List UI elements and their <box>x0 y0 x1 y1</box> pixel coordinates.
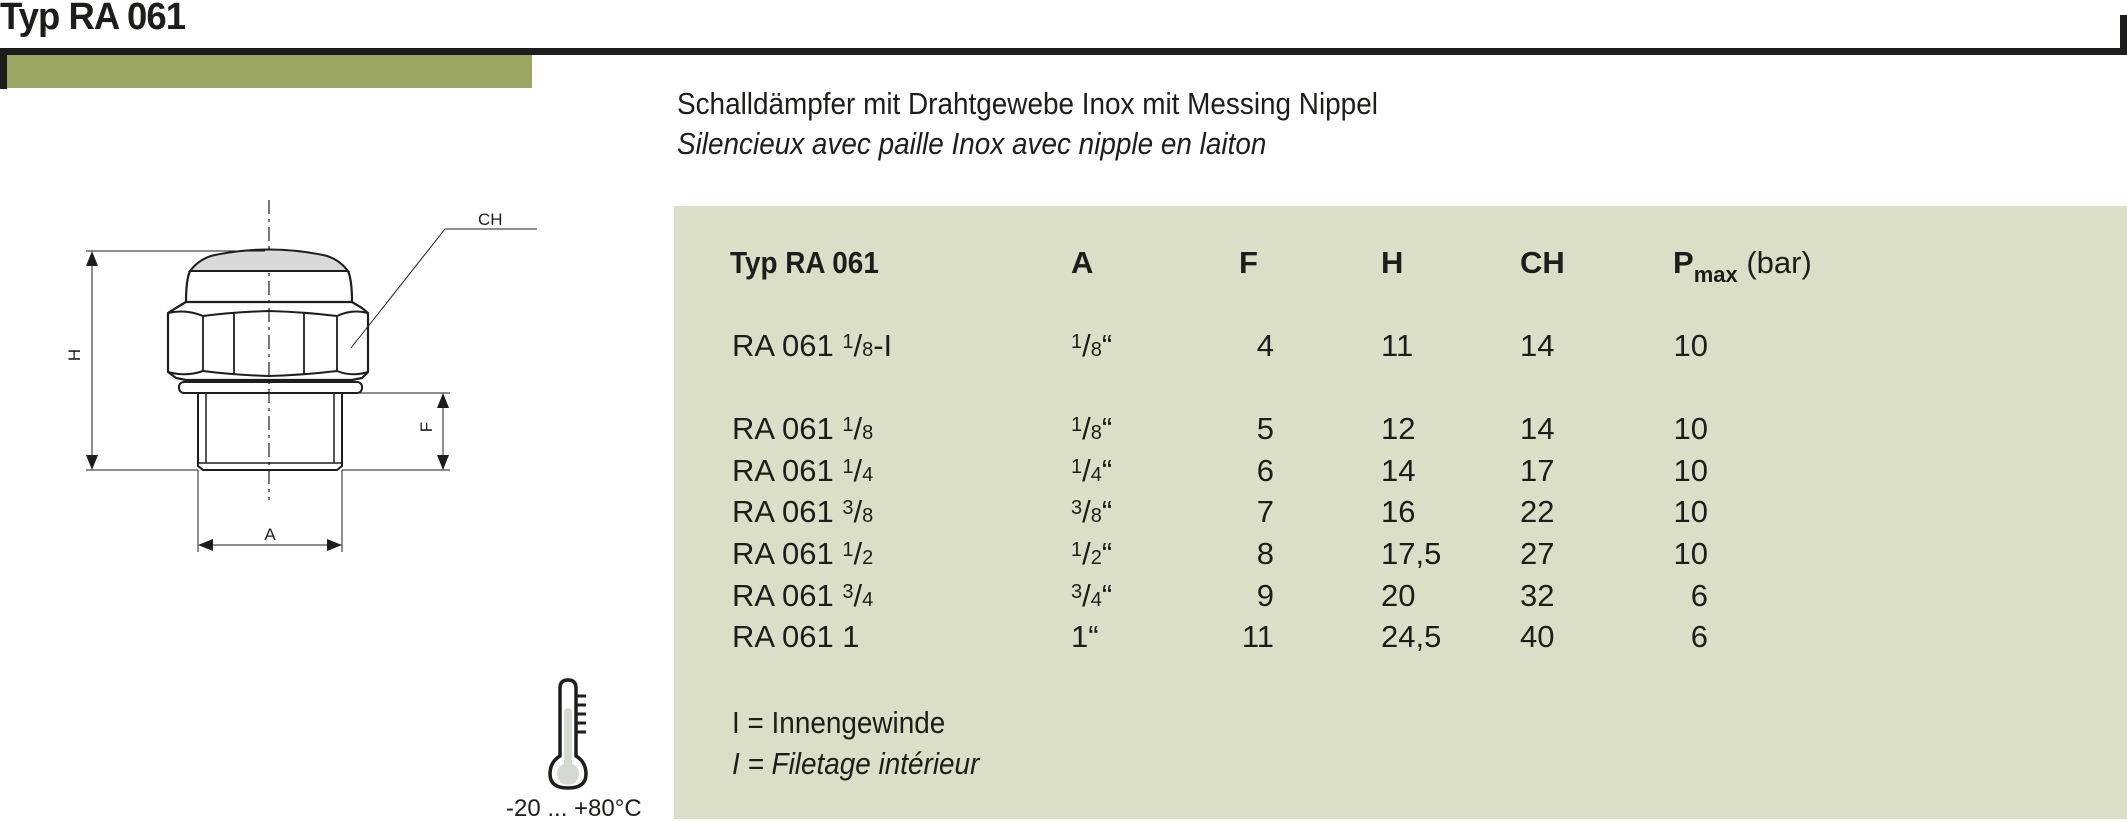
arrow-icon <box>86 455 98 470</box>
label-f: F <box>417 421 436 433</box>
cell-f: 4 <box>1256 328 1274 363</box>
typ-base: RA 061 1 <box>732 619 860 654</box>
dome <box>190 250 348 272</box>
typ-fraction: 1/2 <box>842 536 874 571</box>
cell-a: 1/4“ <box>1071 453 1113 488</box>
cell-ch: 32 <box>1520 578 1555 613</box>
arrow-icon <box>86 251 98 266</box>
cell-pmax: 10 <box>1673 328 1708 363</box>
cell-pmax: 10 <box>1673 453 1708 488</box>
cell-a: 1/8“ <box>1071 411 1113 446</box>
col-header-pmax <box>1673 245 1812 287</box>
cell-typ <box>732 330 892 361</box>
label-h: H <box>65 348 84 362</box>
col-header-f: F <box>1239 245 1258 280</box>
cell-pmax: 10 <box>1673 411 1708 446</box>
typ-suffix: -I <box>873 328 893 363</box>
typ-fraction: 3/8 <box>842 494 874 529</box>
col-header-a: A <box>1071 245 1094 280</box>
typ-fraction: 1/8 <box>842 328 874 363</box>
pmax-subscript: max <box>1693 262 1738 287</box>
cell-a: 1/8“ <box>1071 328 1113 363</box>
header-rule <box>0 48 2127 55</box>
pmax-unit: (bar) <box>1746 245 1812 280</box>
cell-h: 24,5 <box>1381 619 1442 654</box>
specs-panel <box>674 206 2127 819</box>
cell-a: 1/2“ <box>1071 536 1113 571</box>
cell-f: 7 <box>1256 494 1274 529</box>
typ-base: RA 061 <box>732 328 834 363</box>
legend-de: I = Innengewinde <box>732 705 946 740</box>
typ-base: RA 061 <box>732 494 834 529</box>
nipple <box>198 393 342 470</box>
cell-typ <box>732 496 873 527</box>
cell-typ <box>732 413 873 444</box>
cell-pmax: 10 <box>1673 494 1708 529</box>
description-de: Schalldämpfer mit Drahtgewebe Inox mit Messing Nippel <box>677 86 1378 121</box>
cell-pmax: 6 <box>1690 578 1708 613</box>
cell-ch: 14 <box>1520 411 1555 446</box>
label-ch: CH <box>478 210 503 229</box>
cell-ch: 14 <box>1520 328 1555 363</box>
cell-h: 17,5 <box>1381 536 1442 571</box>
cell-f: 9 <box>1256 578 1274 613</box>
thermometer-icon <box>548 676 604 792</box>
typ-fraction: 3/4 <box>842 578 874 613</box>
header-rule-left <box>0 48 7 89</box>
cell-a: 3/8“ <box>1071 494 1113 529</box>
ch-leader <box>351 229 537 348</box>
cell-h: 11 <box>1381 328 1414 363</box>
typ-fraction: 1/4 <box>842 453 874 488</box>
cell-typ <box>732 580 873 611</box>
typ-fraction: 1/8 <box>842 411 874 446</box>
cell-pmax: 6 <box>1690 619 1708 654</box>
cell-typ <box>732 621 860 652</box>
legend-fr: I = Filetage intérieur <box>732 746 980 781</box>
cell-f: 6 <box>1256 453 1274 488</box>
label-a: A <box>264 525 276 544</box>
cell-typ <box>732 455 873 486</box>
arrow-icon <box>437 393 449 408</box>
cell-h: 12 <box>1381 411 1416 446</box>
cell-ch: 40 <box>1520 619 1555 654</box>
cell-typ <box>732 538 873 569</box>
page-title: Typ RA 061 <box>0 0 186 38</box>
cell-f: 5 <box>1256 411 1274 446</box>
cell-ch: 17 <box>1520 453 1555 488</box>
arrow-icon <box>198 539 213 551</box>
arrow-icon <box>327 539 342 551</box>
cell-h: 14 <box>1381 453 1416 488</box>
cell-a: 3/4“ <box>1071 578 1113 613</box>
cell-a: 1“ <box>1071 619 1099 654</box>
description-fr: Silencieux avec paille Inox avec nipple en laiton <box>677 126 1267 161</box>
arrow-icon <box>437 455 449 470</box>
pmax-symbol: P <box>1673 245 1694 280</box>
typ-base: RA 061 <box>732 578 834 613</box>
header-rule-right <box>2120 15 2127 55</box>
typ-base: RA 061 <box>732 453 834 488</box>
washer <box>179 382 362 393</box>
cell-pmax: 10 <box>1673 536 1708 571</box>
technical-drawing <box>0 190 560 570</box>
accent-bar <box>7 55 532 88</box>
cell-f: 11 <box>1241 619 1274 654</box>
cell-f: 8 <box>1256 536 1274 571</box>
temperature-range: -20 ... +80°C <box>506 795 642 822</box>
cell-ch: 27 <box>1520 536 1555 571</box>
typ-base: RA 061 <box>732 411 834 446</box>
cell-h: 16 <box>1381 494 1416 529</box>
col-header-h: H <box>1381 245 1404 280</box>
typ-base: RA 061 <box>732 536 834 571</box>
cell-ch: 22 <box>1520 494 1555 529</box>
cell-h: 20 <box>1381 578 1416 613</box>
col-header-ch: CH <box>1520 245 1565 280</box>
col-header-typ: Typ RA 061 <box>730 245 879 280</box>
